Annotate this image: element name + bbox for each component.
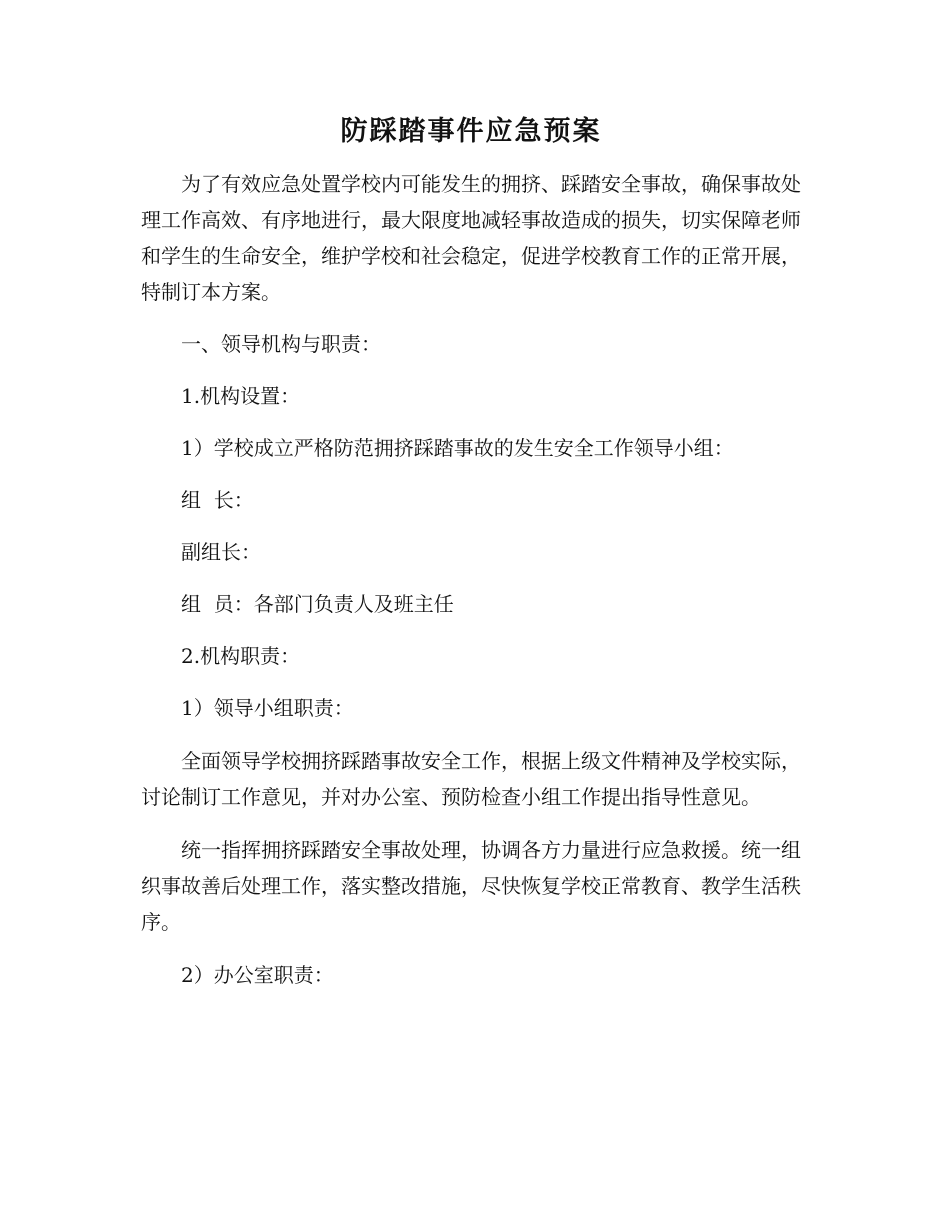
intro-paragraph: 为了有效应急处置学校内可能发生的拥挤、踩踏安全事故，确保事故处理工作高效、有序地进行，最大限度地减轻事故造成的损失，切实保障老师和学生的生命安全，维护学校和社会稳定，促进学校教育工作的正常开展，特制订本方案。 <box>141 172 801 304</box>
document-body <box>141 112 801 993</box>
item-heading-organization-duties: 2.机构职责： <box>181 644 301 668</box>
section-heading-leadership: 一、领导机构与职责： <box>181 332 381 356</box>
members-label: 组 员：各部门负责人及班主任 <box>181 592 454 616</box>
document-title: 防踩踏事件应急预案 <box>340 116 602 147</box>
leader-label: 组 长： <box>181 488 254 512</box>
item-office-duties: 2）办公室职责： <box>181 963 334 987</box>
item-leadership-group-duties: 1）领导小组职责： <box>181 696 354 720</box>
deputy-leader-label: 副组长： <box>181 540 261 564</box>
item-leadership-group: 1）学校成立严格防范拥挤踩踏事故的发生安全工作领导小组： <box>181 436 734 460</box>
item-heading-organization-setup: 1.机构设置： <box>181 384 301 408</box>
duty-paragraph-2: 统一指挥拥挤踩踏安全事故处理，协调各方力量进行应急救援。统一组织事故善后处理工作，落实整改措施，尽快恢复学校正常教育、教学生活秩序。 <box>141 838 801 934</box>
duty-paragraph-1: 全面领导学校拥挤踩踏事故安全工作，根据上级文件精神及学校实际，讨论制订工作意见，并对办公室、预防检查小组工作提出指导性意见。 <box>141 749 801 809</box>
